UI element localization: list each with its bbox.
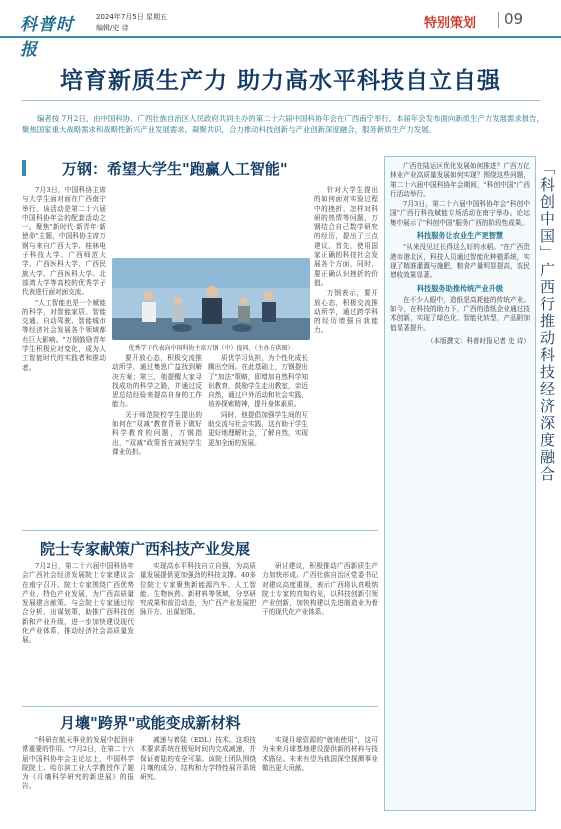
- date-line: [96, 12, 167, 34]
- photo-caption: 优秀学子代表向中国科协主席万钢（中）提问。（主办方供图）: [128, 345, 294, 352]
- article1-col2-para: 针对大学生提出的如何面对实验过程中的挫折、怎样对科研的热情等问题，万钢结合自己数学研究的经历，提出了三点建议，首先，使用国家正确的科技社会发展各个方面，同时，要正确认识挫折的价值。: [314, 186, 378, 287]
- section-label: 特别策划: [424, 16, 477, 31]
- sidebar-intro: 广西在陆运区优化发展如何推进？广西万亿林业产业高质量发展如何实现？围绕这些问题，第二十六届中国科协年会期间，"科创中国"广西行活动举行。: [390, 162, 530, 198]
- issue-date: 2024年7月5日 星期五: [96, 13, 167, 21]
- article3-column-2: [140, 736, 256, 822]
- article1-col1-para: "人工智能也是一个赋能的科学，对智能家居、智能交通、自动驾驶、智能城市等经济社会发展各个领域都有巨大影响。"万钢鼓励青年学生积极应对变化，成为人工智能时代的实践者和推动者。: [22, 298, 106, 372]
- forum-stage-image: [112, 258, 310, 340]
- article1-col3-para: 关于师范院校学生提出的如何在"双减"教育背景下做好科学教育的问题，万钢指出，"双减"政策旨在减轻学生课业负担。: [112, 410, 202, 456]
- sidebar-subhead-industry: 科技服务助推传统产业升级: [416, 283, 504, 293]
- article3-column-1: [22, 736, 134, 822]
- sidebar-para: 7月3日，第二十六届中国科协年会"科创中国"广西行科技赋能专场活动在南宁举办。论坛集中展示了"科创中国"服务广西的阶段性成果。: [390, 200, 530, 227]
- article1-title-accent: [22, 160, 26, 176]
- article2-column-2: [140, 562, 256, 702]
- editor-line: 编辑/史 诗: [96, 24, 129, 32]
- sidebar-footer: （本版撰文：科普时报记者 史 诗）: [426, 337, 530, 346]
- article1-col2-para: 万钢表示，要开放心态，积极交流推动所学，通过跨学科的经历增强自我能力。: [314, 289, 378, 335]
- sidebar-text: [390, 162, 530, 804]
- article1-title: 万钢：希望大学生"跑赢人工智能": [62, 160, 288, 178]
- article2-col2-para: 实现高水平科技自立自强，为高质量发展提供更加强劲的科技支撑。40多位院士专家聚焦新能源汽车、人工智能、生物医药、新材料等领域，分享研究成果和前沿动态，为广西产业发展把脉开方、出谋划策。: [140, 562, 256, 617]
- article2-title: 院士专家献策广西科技产业发展: [40, 540, 251, 558]
- article1-col4-para: 同时，他提倡加强学生间的互助交流与社会实践，这有助于学生更好地理解社会，了解自然，实现更加全面的发展。: [208, 410, 308, 447]
- article1-column-5: [314, 186, 378, 526]
- article3-col2-para: 减速与着陆（EDL）技术。这项技术要求系统在极短时间内完成减速，并保证着陆的安全可靠。该院士团队围绕月壤的成分、结构和力学特性展开系统研究。: [140, 736, 256, 782]
- sidebar-para: "从来没见过长得这么好的水稻。"在广西贵港市港北区，科技人员通过智能化种植系统，实现了精准灌溉与施肥，粮食产量明显提高，农民增收效果显著。: [390, 243, 530, 280]
- section-divider: [22, 706, 378, 707]
- sidebar-subhead-agriculture: 科技服务让农业生产更智慧: [416, 231, 504, 241]
- page-separator: [498, 12, 499, 28]
- page-number: 09: [504, 10, 524, 28]
- article3-title: 月壤"跨界"或能变成新材料: [60, 714, 241, 732]
- article2-col3-para: 研讨建议，积极推动广西新质生产力加快形成。广西壮族自治区党委书记对建议高度重视，表示广西将认真吸纳院士专家的真知灼见，以科技创新引领产业创新，加快构建以先进制造业为骨干的现代化产业体系。: [262, 562, 378, 617]
- article3-column-3: [262, 736, 378, 822]
- article1-title-bar: [22, 156, 378, 180]
- article1-column-1: [22, 186, 106, 526]
- section-divider: [22, 530, 378, 531]
- article3-col1-para: "科研在航天事业的发展中起到非常重要的作用。"7月2日，在第二十六届中国科协年会主论坛上，中国科学院院士、哈尔滨工业大学教授作了题为《月壤科学研究的新进展》的报告。: [22, 736, 134, 791]
- sidebar-para: 在不少人眼中，造纸是高耗能的传统产业。如今，在科技的助力下，广西的造纸企业通过技术创新，实现了绿色化、智能化转型，产品附加值显著提升。: [390, 295, 530, 332]
- article1-column-4: [208, 354, 308, 526]
- editor-note: 编者按 7月2日，由中国科协、广西壮族自治区人民政府共同主办的第二十六届中国科协年会在广西南宁举行。本届年会发布面向新质生产力发展需求报告，聚焦国家重大战略需求和战略性新兴产业发展需求，凝聚共识，合力推动科技创新与产业创新深度融合，服务新质生产力发展。: [22, 114, 544, 134]
- article1-column-3: [112, 354, 202, 526]
- article1-col4-para: 质优学习负担，为个性化成长腾出空间。在此基础上，万钢提出了"加法"策略，即增加自然科学知识教育，鼓励学生走出教室，亲近自然，通过户外活动和社会实践，培养探索精神，提升身体素质。: [208, 354, 308, 409]
- masthead-logo: 科普时报: [20, 15, 74, 60]
- top-rule: [0, 36, 561, 38]
- article2-col1-para: 7月2日，第二十六届中国科协年会广西社会经济发展院士专家建议会在南宁召开。院士专家围绕广西优势产业、特色产业发展，为广西高质量发展建言献策。与会院士专家通过综合分析、出谋划策，助推广西科技创新和产业升级，进一步加快建设现代化产业体系，推动经济社会高质量发展。: [22, 562, 134, 645]
- headline-underline: [22, 100, 540, 101]
- article1-col3-para: 要开放心态，积极交流推动所学，通过集思广益找到解决方案；第三，他提醒大家寻找成功的科学之路，并通过反思总结经验来提高自身的工作能力。: [112, 354, 202, 409]
- article2-column-3: [262, 562, 378, 702]
- sidebar-vertical-title: 「科创中国」广西行推动科技经济深度融合: [538, 160, 556, 483]
- article2-column-1: [22, 562, 134, 702]
- page-headline: 培育新质生产力 助力高水平科技自立自强: [59, 68, 501, 94]
- article1-col1-para: 7月3日，中国科协主席与大学生面对面在广西南宁举行，该活动是第二十六届中国科协年会的配套活动之一。聚焦"新时代·新青年·新使命"主题，中国科协主席万钢与来自广西大学、桂林电子科技大学、广西师范大学、广西医科大学、广西民族大学、广西医科大学、北部湾大学等高校的优秀学子代表进行面对面交流。: [22, 186, 106, 297]
- article3-col3-para: 实现月球资源的"就地使用"，这可为未来月球基地建设提供新的材料与技术路径。未来有望为我国深空探测事业做出更大贡献。: [262, 736, 378, 772]
- article1-photo: [112, 258, 310, 340]
